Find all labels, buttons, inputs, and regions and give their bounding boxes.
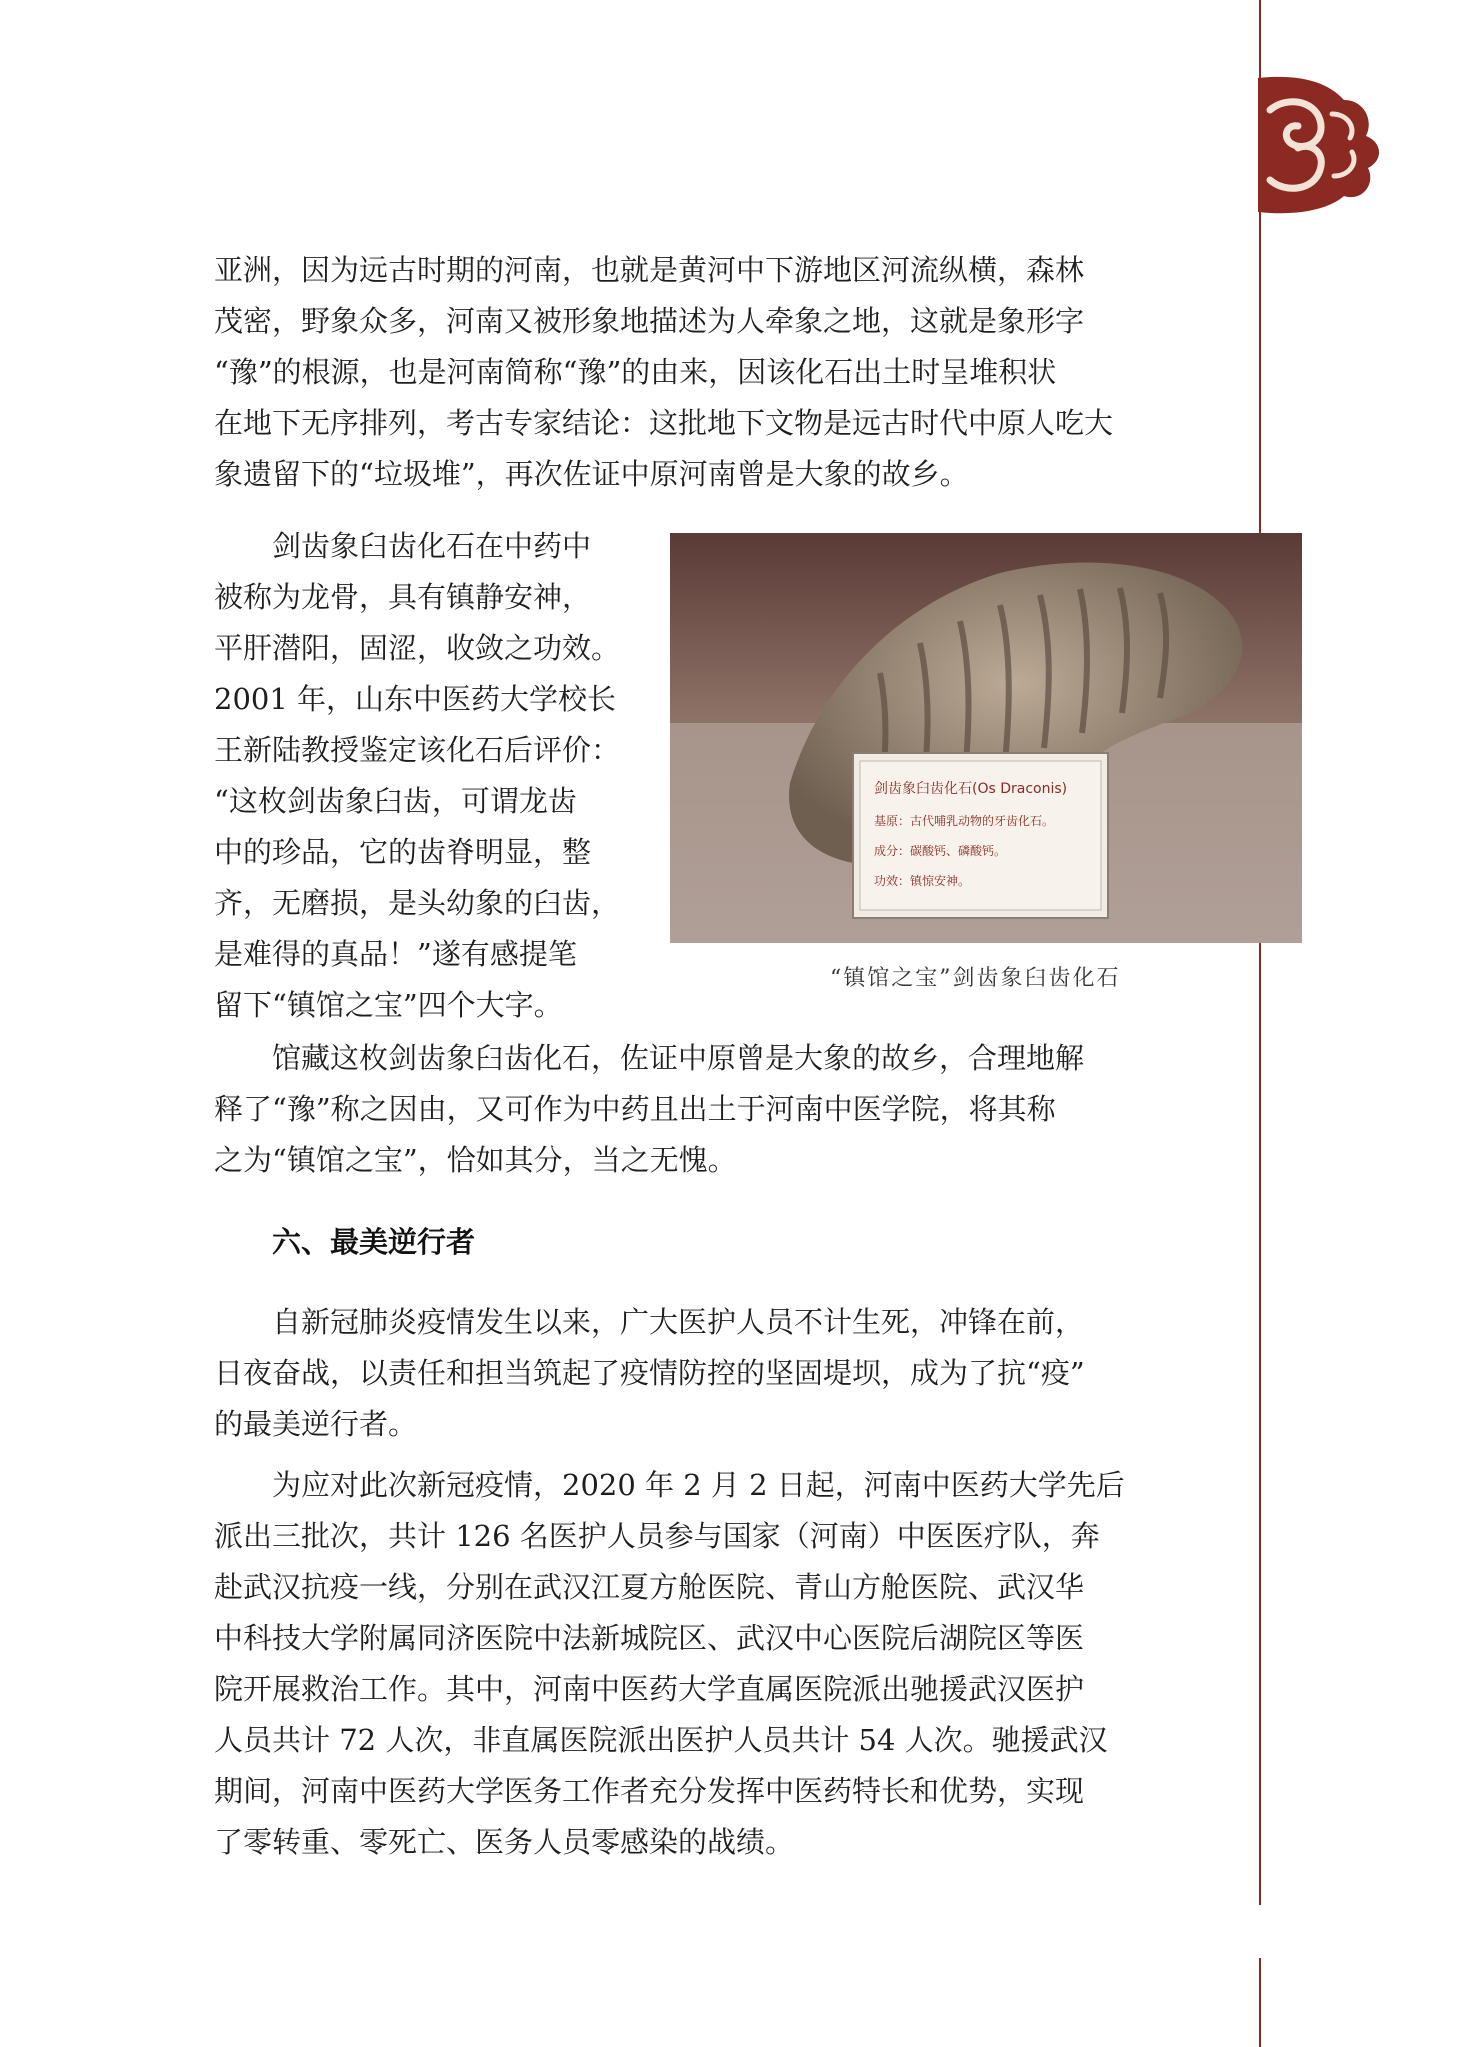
- text-line: 亚洲，因为远古时期的河南，也就是黄河中下游地区河流纵横，森林: [214, 253, 1085, 287]
- photo-caption: “镇馆之宝”剑齿象臼齿化石: [830, 966, 1121, 991]
- text-line: 是难得的真品！”遂有感提笔: [214, 937, 577, 971]
- margin-rule-bottom: [1259, 1958, 1261, 2047]
- text-line: 中科技大学附属同济医院中法新城院区、武汉中心医院后湖院区等医: [214, 1621, 1085, 1655]
- text-line: 自新冠肺炎疫情发生以来，广大医护人员不计生死，冲锋在前，: [272, 1305, 1085, 1339]
- text-line: 留下“镇馆之宝”四个大字。: [214, 988, 563, 1022]
- paragraph-4: [214, 1297, 1160, 1450]
- text-line: 齐，无磨损，是头幼象的臼齿，: [214, 886, 621, 920]
- text-line: 人员共计 72 人次，非直属医院派出医护人员共计 54 人次。驰援武汉: [214, 1723, 1108, 1757]
- text-line: 馆藏这枚剑齿象臼齿化石，佐证中原曾是大象的故乡，合理地解: [272, 1041, 1085, 1075]
- label-title: 剑齿象臼齿化石(Os Draconis): [874, 781, 1068, 797]
- paragraph-1: [214, 245, 1160, 500]
- paragraph-2: [214, 521, 634, 1031]
- text-line: 之为“镇馆之宝”，恰如其分，当之无愧。: [214, 1143, 737, 1177]
- text-line: 2001 年，山东中医药大学校长: [214, 682, 617, 716]
- text-line: 院开展救治工作。其中，河南中医药大学直属医院派出驰援武汉医护: [214, 1672, 1085, 1706]
- text-line: 释了“豫”称之因由，又可作为中药且出土于河南中医学院，将其称: [214, 1092, 1056, 1126]
- text-line: 茂密，野象众多，河南又被形象地描述为人牵象之地，这就是象形字: [214, 304, 1085, 338]
- text-line: 的最美逆行者。: [214, 1407, 418, 1441]
- paragraph-5: [214, 1460, 1160, 1868]
- text-line: 在地下无序排列，考古专家结论：这批地下文物是远古时代中原人吃大: [214, 406, 1114, 440]
- text-line: 派出三批次，共计 126 名医护人员参与国家（河南）中医医疗队，奔: [214, 1519, 1100, 1553]
- paragraph-3: [214, 1033, 1160, 1186]
- text-line: 了零转重、零死亡、医务人员零感染的战绩。: [214, 1825, 795, 1859]
- text-line: 平肝潜阳，固涩，收敛之功效。: [214, 631, 621, 665]
- text-line: 剑齿象臼齿化石在中药中: [272, 529, 592, 563]
- text-line: 为应对此次新冠疫情，2020 年 2 月 2 日起，河南中医药大学先后: [272, 1468, 1125, 1502]
- text-line: 象遗留下的“垃圾堆”，再次佐证中原河南曾是大象的故乡。: [214, 457, 969, 491]
- text-line: 王新陆教授鉴定该化石后评价：: [214, 733, 621, 767]
- text-line: 被称为龙骨，具有镇静安神，: [214, 580, 592, 614]
- text-line: “豫”的根源，也是河南简称“豫”的由来，因该化石出土时呈堆积状: [214, 355, 1057, 389]
- margin-rule-top: [1259, 0, 1261, 1905]
- fossil-photo: [670, 533, 1302, 943]
- text-line: 中的珍品，它的齿脊明显，整: [214, 835, 592, 869]
- text-line: “这枚剑齿象臼齿，可谓龙齿: [214, 784, 577, 818]
- text-line: 赴武汉抗疫一线，分别在武汉江夏方舱医院、青山方舱医院、武汉华: [214, 1570, 1085, 1604]
- section-heading: 六、最美逆行者: [272, 1225, 476, 1259]
- label-line-3: 功效：镇惊安神。: [874, 874, 971, 888]
- text-line: 日夜奋战，以责任和担当筑起了疫情防控的坚固堤坝，成为了抗“疫”: [214, 1356, 1085, 1390]
- label-line-2: 成分：碳酸钙、磷酸钙。: [874, 844, 1007, 858]
- cloud-ornament-icon: [1256, 70, 1386, 220]
- label-line-1: 基原：古代哺乳动物的牙齿化石。: [874, 814, 1055, 828]
- text-line: 期间，河南中医药大学医务工作者充分发挥中医药特长和优势，实现: [214, 1774, 1085, 1808]
